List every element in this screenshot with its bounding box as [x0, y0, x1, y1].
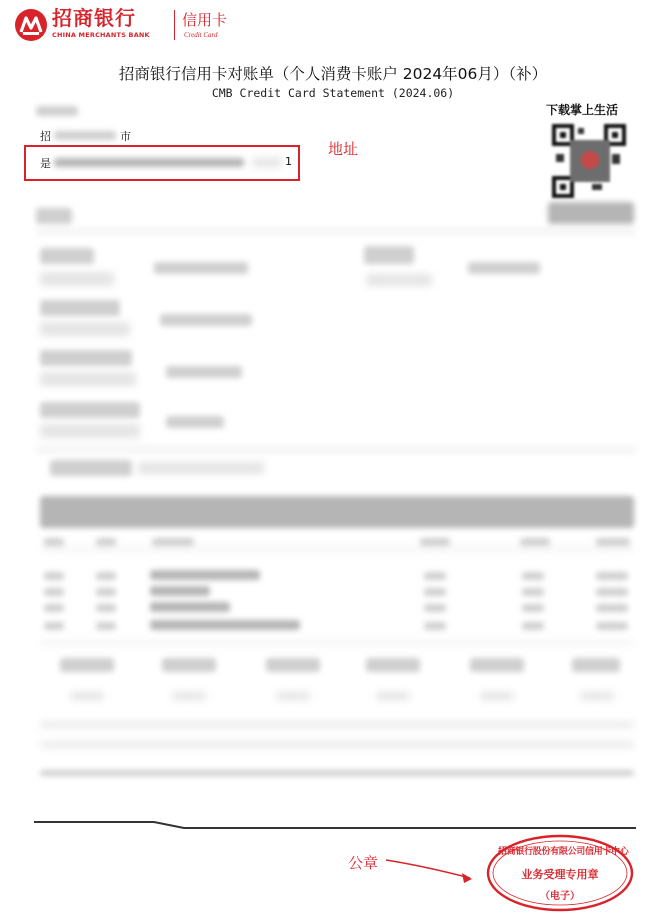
statement-subtitle: CMB Credit Card Statement (2024.06) [211, 86, 455, 100]
arrow-icon [384, 852, 484, 888]
blurred-row [424, 572, 446, 580]
address-line2-prefix: 是 [40, 157, 51, 170]
blurred-row [44, 572, 64, 580]
blurred-row [522, 572, 544, 580]
seal-center-text: 业务受理专用章 [521, 868, 599, 881]
blurred-row [96, 538, 116, 546]
blurred-row [96, 604, 116, 612]
blurred-row [44, 538, 64, 546]
blurred-total-label [60, 658, 114, 672]
seal-bottom-text: （电子） [540, 891, 580, 902]
blurred-total-value [376, 692, 410, 700]
blurred-table-rule [40, 548, 634, 550]
blurred-total-value [276, 692, 310, 700]
blurred-total-label [366, 658, 420, 672]
blurred-row [150, 570, 260, 580]
blurred-footnote [40, 742, 634, 747]
official-seal [484, 832, 636, 914]
blurred-row [522, 622, 544, 630]
blurred-label [40, 402, 140, 418]
seal-ring-text: 招商银行股份有限公司信用卡中心 [498, 847, 629, 857]
logo-sub-cn: 信用卡 [182, 11, 228, 29]
blurred-label [364, 246, 414, 264]
footer-rule [34, 818, 636, 832]
blurred-row [522, 604, 544, 612]
blurred-total-value [172, 692, 206, 700]
seal-annotation: 公章 [348, 854, 379, 872]
blurred-row [44, 622, 64, 630]
logo-name-en: CHINA MERCHANTS BANK [52, 31, 150, 39]
blurred-label [40, 248, 94, 264]
blurred-row [424, 588, 446, 596]
footer-rule-line [34, 819, 636, 833]
blurred-row [44, 588, 64, 596]
blurred-total-label [162, 658, 216, 672]
blurred-rule [36, 448, 636, 451]
blurred-total-value [580, 692, 614, 700]
blurred-total-label [470, 658, 524, 672]
blurred-label [40, 322, 130, 336]
blurred-rule [36, 230, 636, 233]
blurred-row [596, 538, 630, 546]
address-annotation: 地址 [328, 140, 359, 158]
blurred-heading [50, 460, 132, 476]
blurred-row [150, 586, 210, 596]
logo-sub-en: Credit Card [184, 31, 218, 39]
blurred-footnote [40, 770, 634, 776]
blurred-row [96, 572, 116, 580]
blurred-row [520, 538, 550, 546]
blurred-top-right [548, 202, 634, 224]
blurred-label [40, 424, 140, 438]
blurred-row [420, 538, 450, 546]
blurred-label [40, 350, 132, 366]
blurred-row [150, 602, 230, 612]
blurred-row [424, 622, 446, 630]
blurred-total-value [480, 692, 514, 700]
blurred-label [40, 300, 120, 316]
blurred-total-value [70, 692, 104, 700]
blurred-table-rule [40, 642, 634, 644]
blurred-row [596, 622, 628, 630]
address-line1-prefix: 招 [40, 130, 51, 143]
blurred-heading [36, 208, 72, 224]
app-download-label: 下载掌上生活 [546, 103, 619, 117]
blurred-row [596, 604, 628, 612]
blurred-row [96, 588, 116, 596]
blurred-value [166, 366, 242, 378]
blurred-label [366, 274, 432, 286]
blurred-value [468, 262, 540, 274]
blurred-value [160, 314, 252, 326]
blurred-total-label [266, 658, 320, 672]
address-line2-suffix: 1 [285, 155, 292, 168]
statement-title: 招商银行信用卡对账单（个人消费卡账户 2024年06月）（补） [118, 65, 548, 83]
blurred-row [424, 604, 446, 612]
blurred-row [44, 604, 64, 612]
blurred-label [40, 272, 114, 286]
blurred-row [150, 620, 300, 630]
blurred-footnote [40, 722, 634, 727]
blurred-value [154, 262, 248, 274]
blurred-label [40, 372, 136, 386]
blurred-heading [138, 462, 264, 474]
blurred-row [596, 572, 628, 580]
blurred-value [166, 416, 224, 428]
blurred-row [96, 622, 116, 630]
blurred-total-label [572, 658, 620, 672]
blurred-row [522, 588, 544, 596]
address-line1-suffix: 市 [120, 130, 131, 143]
blurred-row [596, 588, 628, 596]
blurred-row [152, 538, 194, 546]
blurred-table-header [40, 496, 634, 528]
logo-name-cn: 招商银行 [52, 6, 136, 30]
